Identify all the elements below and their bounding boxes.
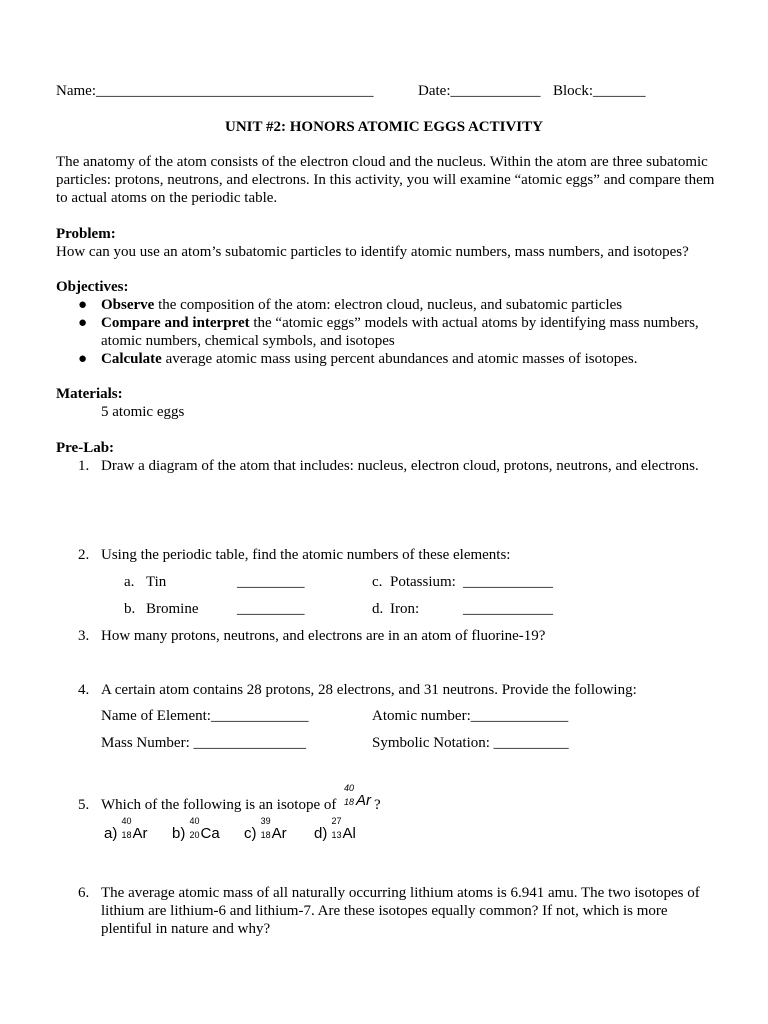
date-field: Date:____________	[418, 83, 541, 99]
objective-item: ● Observe the composition of the atom: electron cloud, nucleus, and subatomic particles	[78, 297, 623, 313]
q2a-label: Tin	[146, 574, 167, 590]
problem-section	[56, 225, 716, 261]
option-c: c) 39 18 Ar	[244, 816, 287, 842]
option-a: a) 40 18 Ar	[104, 816, 148, 842]
objective-item: ● Compare and interpret the “atomic eggs” models with actual atoms by identifying mass numbers, atomic numbers, chemical symbols, and isotopes	[78, 315, 699, 349]
q2a-answer-line: _________	[237, 574, 305, 590]
question-5-text: Which of the following is an isotope of	[101, 797, 337, 813]
isotope-notation: 40 18 Ar	[121, 816, 148, 842]
problem-text: How can you use an atom’s subatomic particles to identify atomic numbers, mass numbers, and isotopes?	[56, 244, 689, 260]
isotope-notation: 40 18 Ar	[344, 783, 371, 809]
isotope-notation: 39 18 Ar	[260, 816, 287, 842]
question-number: 6.	[78, 885, 90, 901]
q2b-answer-line: _________	[237, 601, 305, 617]
bullet-icon: ●	[78, 297, 88, 313]
block-field: Block:_______	[553, 83, 646, 99]
page-title: UNIT #2: HONORS ATOMIC EGGS ACTIVITY	[225, 119, 543, 135]
materials-item: 5 atomic eggs	[101, 404, 185, 420]
question-number: 3.	[78, 628, 90, 644]
question-6-text: The average atomic mass of all naturally occurring lithium atoms is 6.941 amu. The two isotopes of lithium are lithium-6 and lithium-7. Are these isotopes equally common? If not, which is more plentiful in nature and why?	[101, 885, 700, 937]
q2b-letter: b.	[124, 601, 136, 617]
q2d-answer-line: ____________	[463, 601, 553, 617]
intro-paragraph: The anatomy of the atom consists of the electron cloud and the nucleus. Within the atom are three subatomic particles: protons, neutrons, and electrons. In this activity, you will examine “atomic eggs” and compare them to actual atoms on the periodic table.	[56, 154, 715, 206]
bullet-icon: ●	[78, 351, 88, 367]
option-b: b) 40 20 Ca	[172, 816, 220, 842]
question-3-text: How many protons, neutrons, and electrons are in an atom of fluorine-19?	[101, 628, 546, 644]
question-number: 2.	[78, 547, 90, 563]
materials-heading: Materials:	[56, 386, 123, 402]
bullet-icon: ●	[78, 315, 88, 331]
objectives-list	[56, 296, 716, 368]
question-number: 5.	[78, 797, 90, 813]
problem-heading: Problem:	[56, 226, 116, 242]
symbolic-notation-field: Symbolic Notation: __________	[372, 735, 569, 751]
q2c-label: Potassium:	[390, 574, 456, 590]
question-number: 1.	[78, 458, 90, 474]
q2d-letter: d.	[372, 601, 384, 617]
mass-number-field: Mass Number: _______________	[101, 735, 306, 751]
question-1-text: Draw a diagram of the atom that includes: nucleus, electron cloud, protons, neutrons, and electrons.	[101, 458, 699, 474]
q2b-label: Bromine	[146, 601, 199, 617]
option-d: d) 27 13 Al	[314, 816, 356, 842]
question-mark: ?	[374, 797, 381, 813]
prelab-heading: Pre-Lab:	[56, 440, 115, 456]
name-field: Name:_____________________________________	[56, 83, 374, 99]
q2c-answer-line: ____________	[463, 574, 553, 590]
name-of-element-field: Name of Element:_____________	[101, 708, 309, 724]
atomic-number-field: Atomic number:_____________	[372, 708, 569, 724]
isotope-notation: 27 13 Al	[331, 816, 356, 842]
q2c-letter: c.	[372, 574, 383, 590]
q2a-letter: a.	[124, 574, 135, 590]
question-4-text: A certain atom contains 28 protons, 28 electrons, and 31 neutrons. Provide the following:	[101, 682, 637, 698]
q2d-label: Iron:	[390, 601, 420, 617]
question-2-text: Using the periodic table, find the atomic numbers of these elements:	[101, 547, 511, 563]
materials-section	[56, 385, 716, 421]
isotope-notation: 40 20 Ca	[189, 816, 220, 842]
objective-item: ● Calculate average atomic mass using percent abundances and atomic masses of isotopes.	[78, 351, 638, 367]
question-number: 4.	[78, 682, 90, 698]
objectives-section	[56, 278, 716, 368]
objectives-heading: Objectives:	[56, 279, 129, 295]
